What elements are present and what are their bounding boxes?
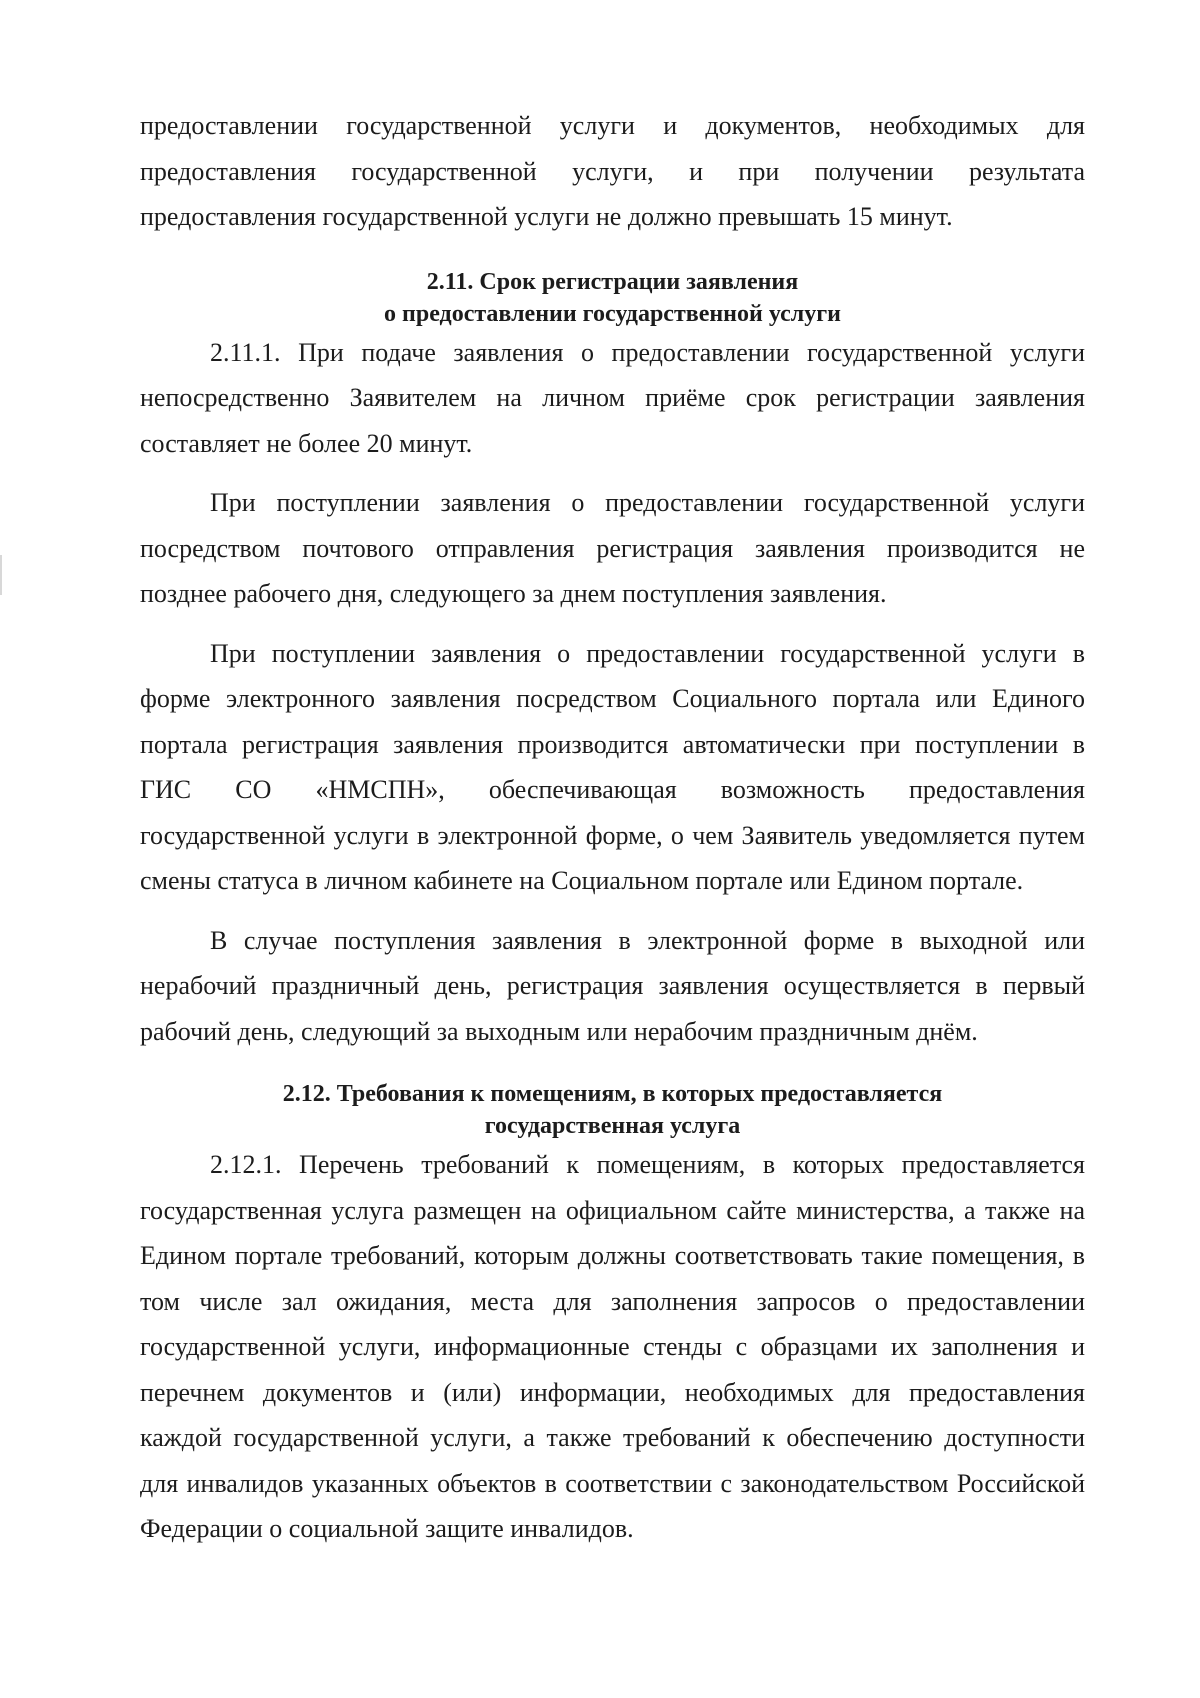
paragraph-2-12-1: 2.12.1. Перечень требований к помещениям, в которых предоставляется государственная услуга размещен на официальном сайте министерства, а также на Едином портале требований, которым должны соответствовать такие помещения, в том числе зал ожидания, места для заполнения запросов о предоставлении государственной услуги, информационные стенды с образцами их заполнения и перечнем документов и (или) информации, необходимых для предоставления каждой государственной услуги, а также требований к обеспечению доступности для инвалидов указанных объектов в соответствии с законодательством Российской Федерации о социальной защите инвалидов. bbox=[140, 1150, 1085, 1543]
paragraph-2-11-1: 2.11.1. При подаче заявления о предоставлении государственной услуги непосредственно Заявителем на личном приёме срок регистрации заявления составляет не более 20 минут. bbox=[140, 337, 1085, 458]
section-2-12-heading-line-1: 2.12. Требования к помещениям, в которых предоставляется bbox=[282, 1081, 943, 1107]
paragraph-electronic-registration: При поступлении заявления о предоставлении государственной услуги в форме электронного заявления посредством Социального портала или Единого портала регистрация заявления производится автоматически при поступлении в ГИС СО «НМСПН», обеспечивающая возможность предоставления государственной услуги в электронной форме, о чем Заявитель уведомляется путем смены статуса в личном кабинете на Социальном портале или Едином портале. bbox=[140, 638, 1085, 895]
intro-paragraph: предоставлении государственной услуги и документов, необходимых для предоставления государственной услуги, и при получении результата предоставления государственной услуги не должно превышать 15 минут. bbox=[140, 111, 1085, 231]
section-2-11-heading-line-1: 2.11. Срок регистрации заявления bbox=[426, 268, 799, 295]
document-body bbox=[140, 103, 1085, 1552]
section-2-12-heading-line-2: государственная услуга bbox=[484, 1113, 741, 1139]
section-2-11-heading-line-2: о предоставлении государственной услуги bbox=[384, 300, 841, 327]
scan-margin-mark bbox=[0, 555, 2, 595]
paragraph-holiday-registration: В случае поступления заявления в электронной форме в выходной или нерабочий праздничный день, регистрация заявления осуществляется в первый рабочий день, следующий за выходным или нерабочим праздничным днём. bbox=[140, 925, 1085, 1046]
section-2-12-heading bbox=[140, 1078, 1085, 1142]
paragraph-postal-registration: При поступлении заявления о предоставлении государственной услуги посредством почтового отправления регистрация заявления производится не позднее рабочего дня, следующего за днем поступления заявления. bbox=[140, 488, 1085, 608]
section-2-11-heading bbox=[140, 266, 1085, 330]
